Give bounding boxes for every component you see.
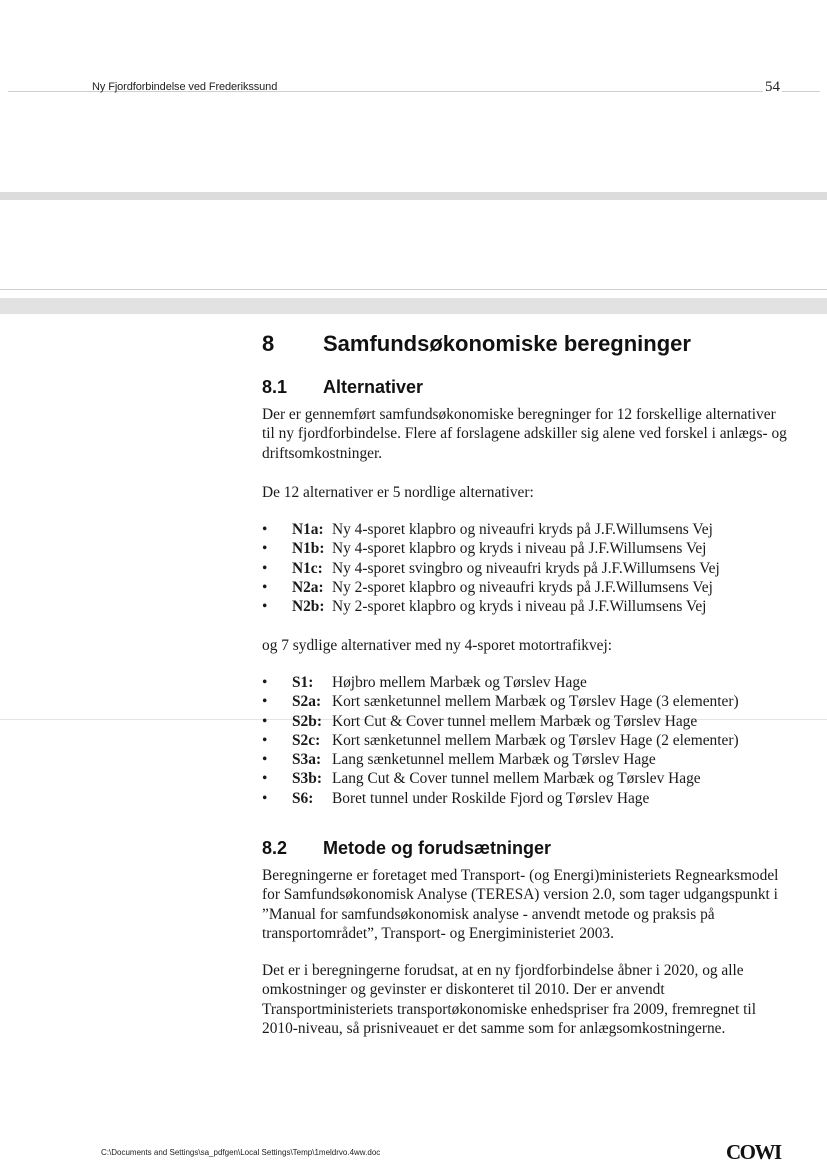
alternative-code: N2a:: [292, 578, 324, 596]
list-item: [262, 769, 739, 788]
list-item: [262, 578, 720, 597]
chapter-title: Samfundsøkonomiske beregninger: [323, 331, 691, 356]
alternative-code: S1:: [292, 674, 314, 691]
alternative-text: Lang Cut & Cover tunnel mellem Marbæk og Tørslev Hage: [332, 770, 701, 788]
list-item: [262, 731, 739, 750]
section-2-number: 8.2: [262, 838, 288, 858]
alternative-code: N2b:: [292, 598, 325, 616]
list-item: [262, 750, 739, 769]
alternative-text: Ny 4-sporet klapbro og niveaufri kryds på J.F.Willumsens Vej: [332, 521, 713, 538]
alternative-code: S2c:: [292, 731, 321, 749]
list-item: [262, 559, 720, 578]
list-item: [262, 597, 720, 616]
alternative-text: Ny 2-sporet klapbro og kryds i niveau på J.F.Willumsens Vej: [332, 598, 707, 616]
bullet-icon: •: [262, 559, 268, 577]
alternative-code: S2b:: [292, 712, 322, 730]
bullet-icon: •: [262, 712, 268, 730]
alternative-text: Kort sænketunnel mellem Marbæk og Tørslev Hage (3 elementer): [332, 693, 739, 711]
list-item: [262, 539, 720, 558]
page-number: 54: [765, 79, 780, 95]
list-item: [262, 673, 739, 692]
bullet-icon: •: [262, 598, 268, 616]
decorative-band-bottom: [0, 298, 827, 314]
alternative-text: Lang sænketunnel mellem Marbæk og Tørslev Hage: [332, 751, 656, 769]
decorative-band-top: [0, 192, 827, 200]
bullet-icon: •: [262, 521, 268, 538]
bullet-icon: •: [262, 751, 268, 769]
footer-file-path: C:\Documents and Settings\sa_pdfgen\Local Settings\Temp\1meldrvo.4ww.doc: [101, 1148, 381, 1157]
chapter-number: 8: [262, 331, 275, 356]
decorative-rule: [0, 289, 827, 290]
bullet-icon: •: [262, 540, 268, 558]
list-item: [262, 692, 739, 711]
alternative-text: Ny 4-sporet svingbro og niveaufri kryds på J.F.Willumsens Vej: [332, 559, 720, 577]
bullet-icon: •: [262, 789, 268, 807]
list-item: [262, 712, 739, 731]
alternative-code: S3b:: [292, 770, 322, 788]
south-alternatives-list: [262, 673, 739, 808]
north-alternatives-list: [262, 520, 720, 616]
south-alternatives-intro: og 7 sydlige alternativer med ny 4-sporet motortrafikvej:: [262, 637, 613, 654]
alternative-text: Ny 2-sporet klapbro og niveaufri kryds på J.F.Willumsens Vej: [332, 578, 713, 596]
running-header-title: Ny Fjordforbindelse ved Frederikssund: [92, 81, 278, 93]
alternative-code: S6:: [292, 789, 314, 807]
alternative-text: Kort sænketunnel mellem Marbæk og Tørslev Hage (2 elementer): [332, 731, 739, 749]
bullet-icon: •: [262, 693, 268, 711]
method-paragraph: Beregningerne er foretaget med Transport- (og Energi)ministeriets Regnearksmodel for Samfundsøkonomisk Analyse (TERESA) version 2.0, som tager udgangspunkt i ”Manual for samfundsøkonomisk analyse - anvendt metode og praksis på transportområdet”, Transport- og Energiministeriet 2003.: [262, 867, 779, 942]
list-item: [262, 789, 739, 808]
section-1-title: Alternativer: [323, 377, 424, 397]
section-1-intro: Der er gennemført samfundsøkonomiske beregninger for 12 forskellige alternativer til ny fjordforbindelse. Flere af forslagene adskiller sig alene ved forskel i anlægs- og driftsomkostninger.: [262, 406, 787, 462]
section-2-title: Metode og forudsætninger: [323, 838, 551, 858]
bullet-icon: •: [262, 578, 268, 596]
alternative-text: Ny 4-sporet klapbro og kryds i niveau på J.F.Willumsens Vej: [332, 540, 707, 558]
bullet-icon: •: [262, 674, 268, 691]
alternative-code: S3a:: [292, 751, 322, 769]
alternative-code: S2a:: [292, 693, 322, 711]
alternative-text: Boret tunnel under Roskilde Fjord og Tørslev Hage: [332, 789, 650, 807]
alternative-text: Kort Cut & Cover tunnel mellem Marbæk og Tørslev Hage: [332, 712, 698, 730]
alternative-code: N1b:: [292, 540, 325, 558]
alternative-text: Højbro mellem Marbæk og Tørslev Hage: [332, 674, 587, 691]
north-alternatives-intro: De 12 alternativer er 5 nordlige alternativer:: [262, 484, 534, 501]
list-item: [262, 520, 720, 539]
alternative-code: N1c:: [292, 559, 323, 577]
bullet-icon: •: [262, 770, 268, 788]
alternative-code: N1a:: [292, 521, 324, 538]
cowi-logo: COWI: [726, 1140, 781, 1164]
bullet-icon: •: [262, 731, 268, 749]
section-1-number: 8.1: [262, 377, 288, 397]
assumptions-paragraph: Det er i beregningerne forudsat, at en ny fjordforbindelse åbner i 2020, og alle omkostninger og gevinster er diskonteret til 2010. Der er anvendt Transportministeriets transportøkonomiske enhedspriser fra 2009, fremregnet til 2010-niveau, så prisniveauet er det samme som for anlægsomkostningerne.: [262, 962, 756, 1037]
